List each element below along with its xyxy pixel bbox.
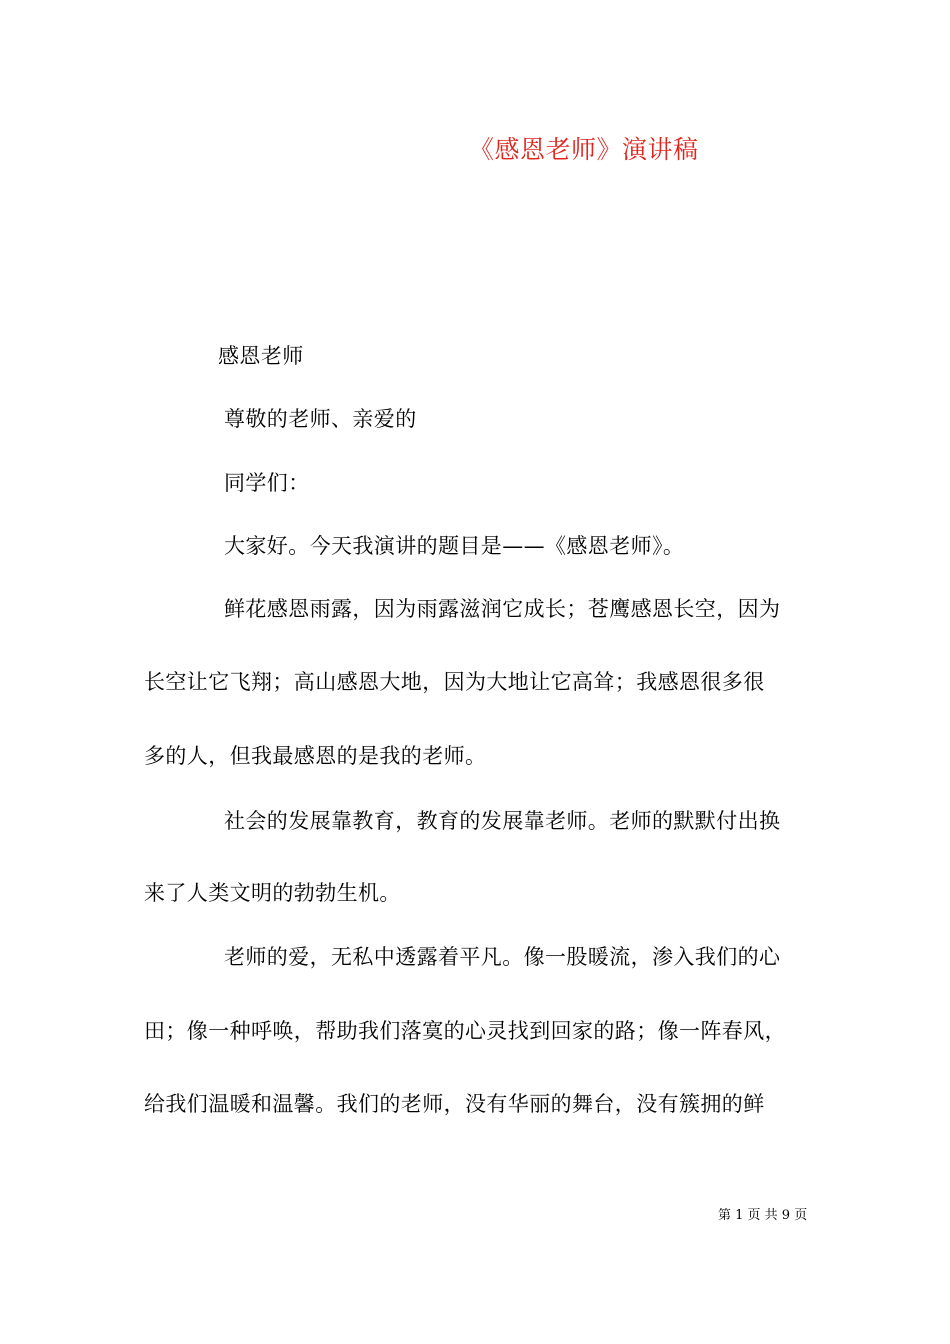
paragraph-line: 同学们： [224,471,310,495]
paragraph-line: 鲜花感恩雨露，因为雨露滋润它成长；苍鹰感恩长空，因为 [224,597,781,621]
paragraph-line: 来了人类文明的勃勃生机。 [144,881,401,905]
document-title: 《感恩老师》演讲稿 [469,135,699,164]
paragraph-line: 长空让它飞翔；高山感恩大地，因为大地让它高耸；我感恩很多很 [144,670,765,694]
paragraph-line: 大家好。今天我演讲的题目是——《感恩老师》。 [224,534,685,558]
paragraph-line: 田；像一种呼唤，帮助我们落寞的心灵找到回家的路；像一阵春风， [144,1019,786,1043]
page-number: 第 1 页 共 9 页 [718,1208,808,1223]
paragraph-line: 社会的发展靠教育，教育的发展靠老师。老师的默默付出换 [224,809,781,833]
paragraph-line: 尊敬的老师、亲爱的 [224,407,417,431]
paragraph-line: 给我们温暖和温馨。我们的老师，没有华丽的舞台，没有簇拥的鲜 [144,1092,765,1116]
speech-heading: 感恩老师 [218,344,304,368]
paragraph-line: 多的人，但我最感恩的是我的老师。 [144,744,487,768]
paragraph-line: 老师的爱，无私中透露着平凡。像一股暖流，渗入我们的心 [224,945,781,969]
